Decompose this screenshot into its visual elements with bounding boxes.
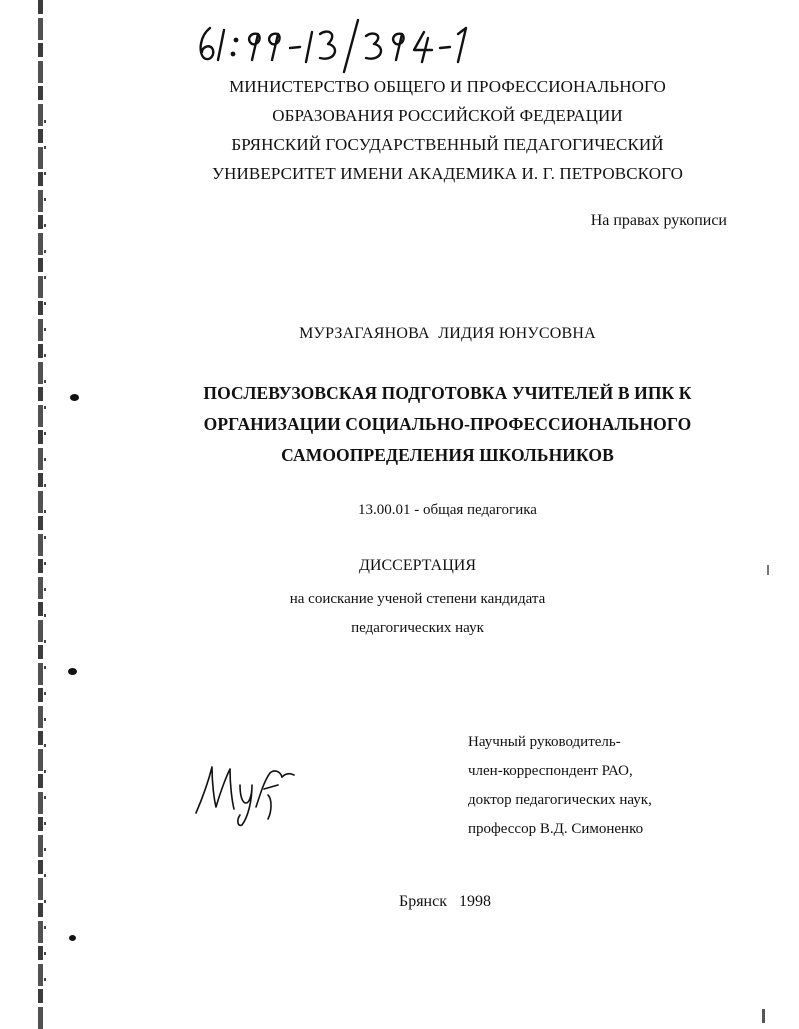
dissertation-heading: ДИССЕРТАЦИЯ <box>359 557 476 574</box>
dissertation-title <box>48 378 799 471</box>
degree-line: на соискание ученой степени кандидата <box>289 591 546 607</box>
punch-hole-mark <box>69 935 76 941</box>
author-name: МУРЗАГАЯНОВА ЛИДИЯ ЮНУСОВНА <box>299 325 596 342</box>
rights-note: На правах рукописи <box>590 212 727 229</box>
title-line: ПОСЛЕВУЗОВСКАЯ ПОДГОТОВКА УЧИТЕЛЕЙ В ИПК К <box>203 383 692 403</box>
supervisor-line: профессор В.Д. Симоненко <box>468 821 644 837</box>
ministry-line: МИНИСТЕРСТВО ОБЩЕГО И ПРОФЕССИОНАЛЬНОГО <box>229 77 666 96</box>
degree-description <box>18 585 799 643</box>
handwritten-signature <box>190 755 300 830</box>
city-and-year: Брянск 1998 <box>399 893 491 910</box>
ministry-line: УНИВЕРСИТЕТ ИМЕНИ АКАДЕМИКА И. Г. ПЕТРОВСКОГО <box>212 164 683 183</box>
ministry-heading <box>48 72 799 188</box>
title-line: САМООПРЕДЕЛЕНИЯ ШКОЛЬНИКОВ <box>281 445 614 465</box>
supervisor-line: член-корреспондент РАО, <box>468 763 633 779</box>
scan-binding-edge <box>38 0 43 1029</box>
supervisor-line: Научный руководитель- <box>468 734 621 750</box>
degree-line: педагогических наук <box>351 620 484 636</box>
punch-hole-mark <box>68 668 77 675</box>
supervisor-line: доктор педагогических наук, <box>468 792 652 808</box>
scan-speck <box>762 1009 765 1023</box>
ministry-line: ОБРАЗОВАНИЯ РОССИЙСКОЙ ФЕДЕРАЦИИ <box>272 106 623 125</box>
specialty-code: 13.00.01 - общая педагогика <box>358 502 537 518</box>
ministry-line: БРЯНСКИЙ ГОСУДАРСТВЕННЫЙ ПЕДАГОГИЧЕСКИЙ <box>231 135 664 154</box>
handwritten-archive-number <box>196 14 496 74</box>
title-line: ОРГАНИЗАЦИИ СОЦИАЛЬНО-ПРОФЕССИОНАЛЬНОГО <box>203 414 692 434</box>
scientific-supervisor <box>468 728 652 844</box>
